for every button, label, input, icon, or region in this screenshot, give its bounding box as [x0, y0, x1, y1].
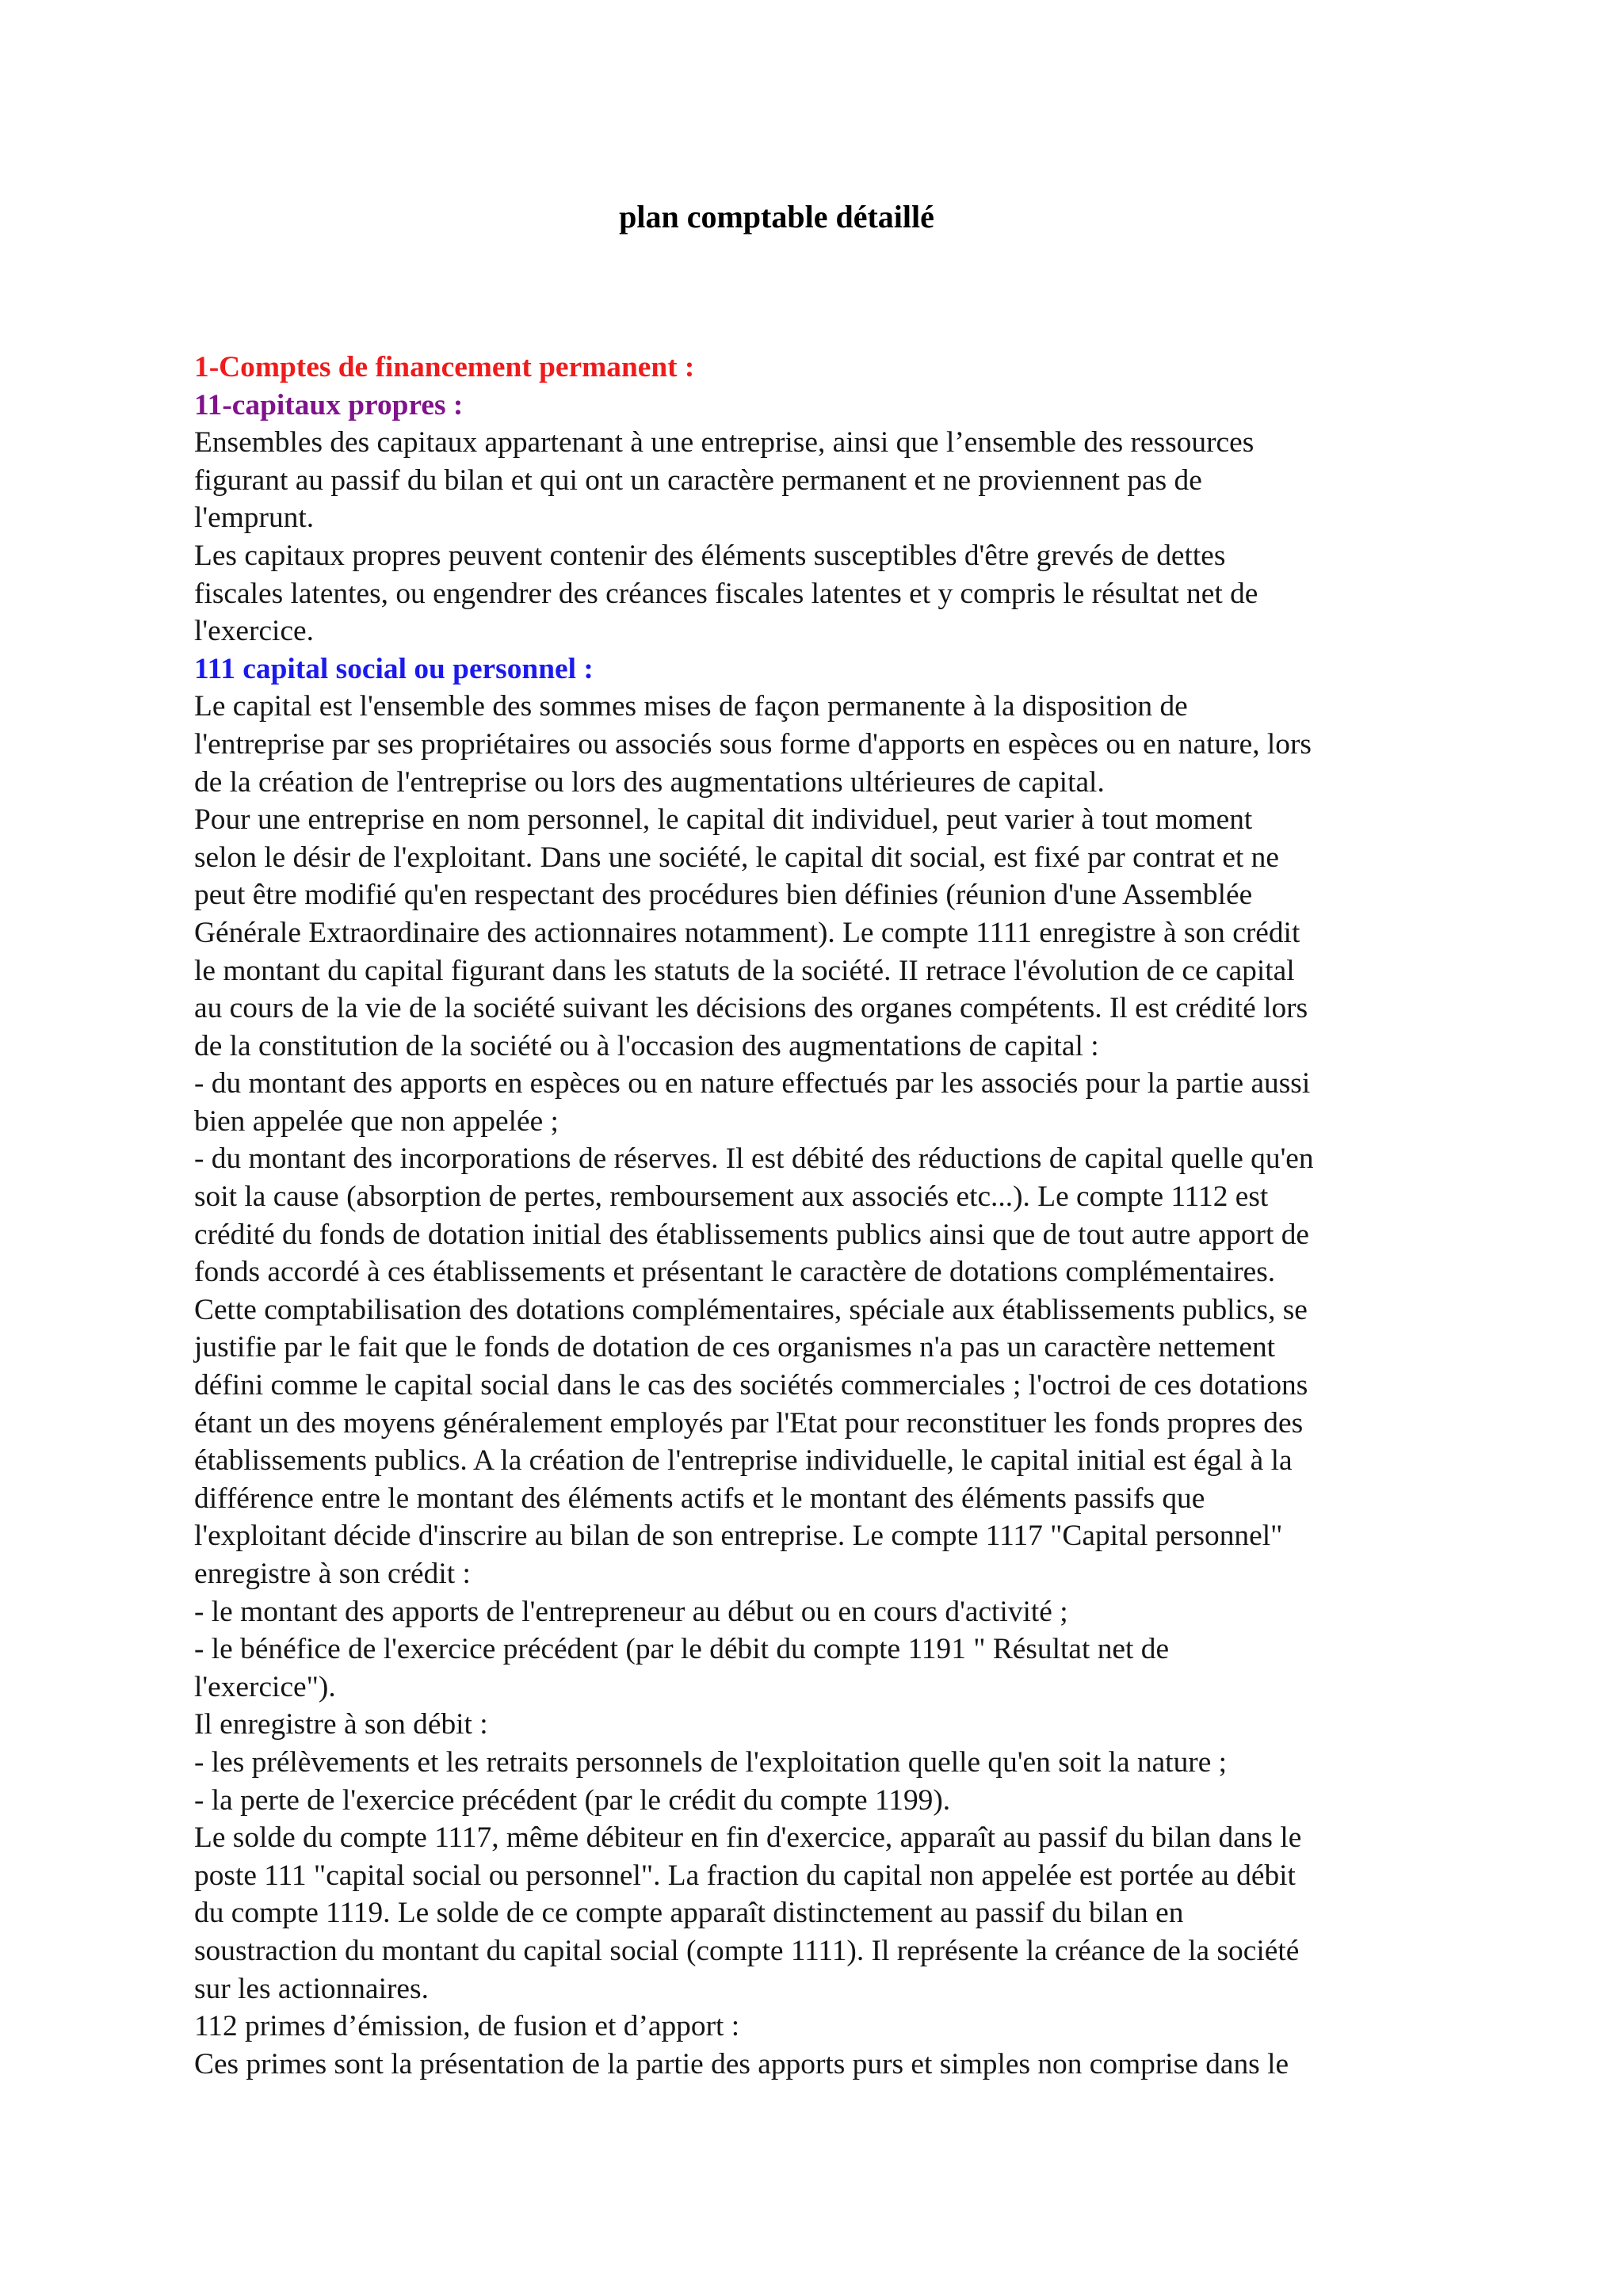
body-text-line: Pour une entreprise en nom personnel, le capital dit individuel, peut varier à tout moment	[194, 803, 1253, 837]
body-text-line: du compte 1119. Le solde de ce compte apparaît distinctement au passif du bilan en	[194, 1897, 1184, 1930]
body-text-line: bien appelée que non appelée ;	[194, 1104, 559, 1138]
body-text-line: 112 primes d’émission, de fusion et d’apport :	[194, 2010, 740, 2043]
body-text-line: l'exploitant décide d'inscrire au bilan de son entreprise. Le compte 1117 "Capital personnel"	[194, 1520, 1283, 1553]
body-text-line: justifie par le fait que le fonds de dotation de ces organismes n'a pas un caractère nettement	[194, 1331, 1276, 1364]
body-text-line: Il enregistre à son débit :	[194, 1708, 488, 1741]
body-text-line: figurant au passif du bilan et qui ont un caractère permanent et ne proviennent pas de	[194, 463, 1202, 497]
body-text-line: - la perte de l'exercice précédent (par le crédit du compte 1199).	[194, 1783, 951, 1817]
body-text-line: établissements publics. A la création de l'entreprise individuelle, le capital initial est égal à la	[194, 1444, 1293, 1478]
body-text-line: sur les actionnaires.	[194, 1972, 429, 2005]
section-heading: 1-Comptes de financement permanent :	[194, 351, 695, 383]
body-text-line: de la constitution de la société ou à l'occasion des augmentations de capital :	[194, 1029, 1099, 1062]
section-heading: 111 capital social ou personnel :	[194, 652, 594, 685]
body-text-line: le montant du capital figurant dans les statuts de la société. II retrace l'évolution de ce capital	[194, 954, 1295, 987]
body-text-line: fonds accordé à ces établissements et présentant le caractère de dotations complémentaires.	[194, 1256, 1276, 1289]
body-text-line: Ces primes sont la présentation de la partie des apports purs et simples non comprise dans le	[194, 2047, 1289, 2081]
body-text-line: peut être modifié qu'en respectant des procédures bien définies (réunion d'une Assemblée	[194, 879, 1253, 912]
body-text-line: différence entre le montant des éléments actifs et le montant des éléments passifs que	[194, 1482, 1205, 1515]
body-text-line: l'exercice").	[194, 1670, 336, 1703]
body-text-line: - du montant des incorporations de réserves. Il est débité des réductions de capital quelle qu'en	[194, 1142, 1314, 1176]
body-text-line: - les prélèvements et les retraits personnels de l'exploitation quelle qu'en soit la nature ;	[194, 1745, 1228, 1779]
section-heading: 11-capitaux propres :	[194, 388, 464, 421]
body-text-line: - du montant des apports en espèces ou en nature effectués par les associés pour la partie aussi	[194, 1067, 1311, 1100]
body-text-line: soustraction du montant du capital social (compte 1111). Il représente la créance de la société	[194, 1934, 1300, 1967]
body-text-line: crédité du fonds de dotation initial des établissements publics ainsi que de tout autre apport de	[194, 1218, 1309, 1251]
body-text-line: Les capitaux propres peuvent contenir des éléments susceptibles d'être grevés de dettes	[194, 539, 1226, 572]
body-text-line: étant un des moyens généralement employés par l'Etat pour reconstituer les fonds propres des	[194, 1406, 1304, 1440]
body-text-line: fiscales latentes, ou engendrer des créances fiscales latentes et y compris le résultat net de	[194, 577, 1258, 610]
body-text-line: Générale Extraordinaire des actionnaires notamment). Le compte 1111 enregistre à son crédit	[194, 916, 1300, 949]
body-text-line: Le solde du compte 1117, même débiteur en fin d'exercice, apparaît au passif du bilan dans le	[194, 1821, 1302, 1855]
body-text-line: l'entreprise par ses propriétaires ou associés sous forme d'apports en espèces ou en nature, lors	[194, 727, 1312, 761]
document-body	[194, 349, 1454, 2083]
body-text-line: selon le désir de l'exploitant. Dans une société, le capital dit social, est fixé par contrat et ne	[194, 841, 1279, 874]
body-text-line: poste 111 "capital social ou personnel". La fraction du capital non appelée est portée au débit	[194, 1859, 1296, 1892]
body-text-line: enregistre à son crédit :	[194, 1558, 471, 1590]
body-text-line: au cours de la vie de la société suivant les décisions des organes compétents. Il est crédité lors	[194, 992, 1308, 1025]
body-text-line: défini comme le capital social dans le cas des sociétés commerciales ; l'octroi de ces dotations	[194, 1369, 1308, 1402]
body-text-line: l'exercice.	[194, 615, 314, 648]
body-text-line: soit la cause (absorption de pertes, remboursement aux associés etc...). Le compte 1112 est	[194, 1180, 1269, 1214]
body-text-line: Le capital est l'ensemble des sommes mises de façon permanente à la disposition de	[194, 690, 1188, 723]
document-title: plan comptable détaillé	[619, 199, 934, 235]
body-text-line: l'emprunt.	[194, 502, 315, 535]
body-text-line: - le montant des apports de l'entrepreneur au début ou en cours d'activité ;	[194, 1595, 1068, 1628]
body-text-line: Cette comptabilisation des dotations complémentaires, spéciale aux établissements publics, se	[194, 1293, 1308, 1326]
body-text-line: Ensembles des capitaux appartenant à une entreprise, ainsi que l’ensemble des ressources	[194, 426, 1254, 460]
body-text-line: de la création de l'entreprise ou lors des augmentations ultérieures de capital.	[194, 765, 1105, 799]
body-text-line: - le bénéfice de l'exercice précédent (par le débit du compte 1191 " Résultat net de	[194, 1633, 1170, 1666]
